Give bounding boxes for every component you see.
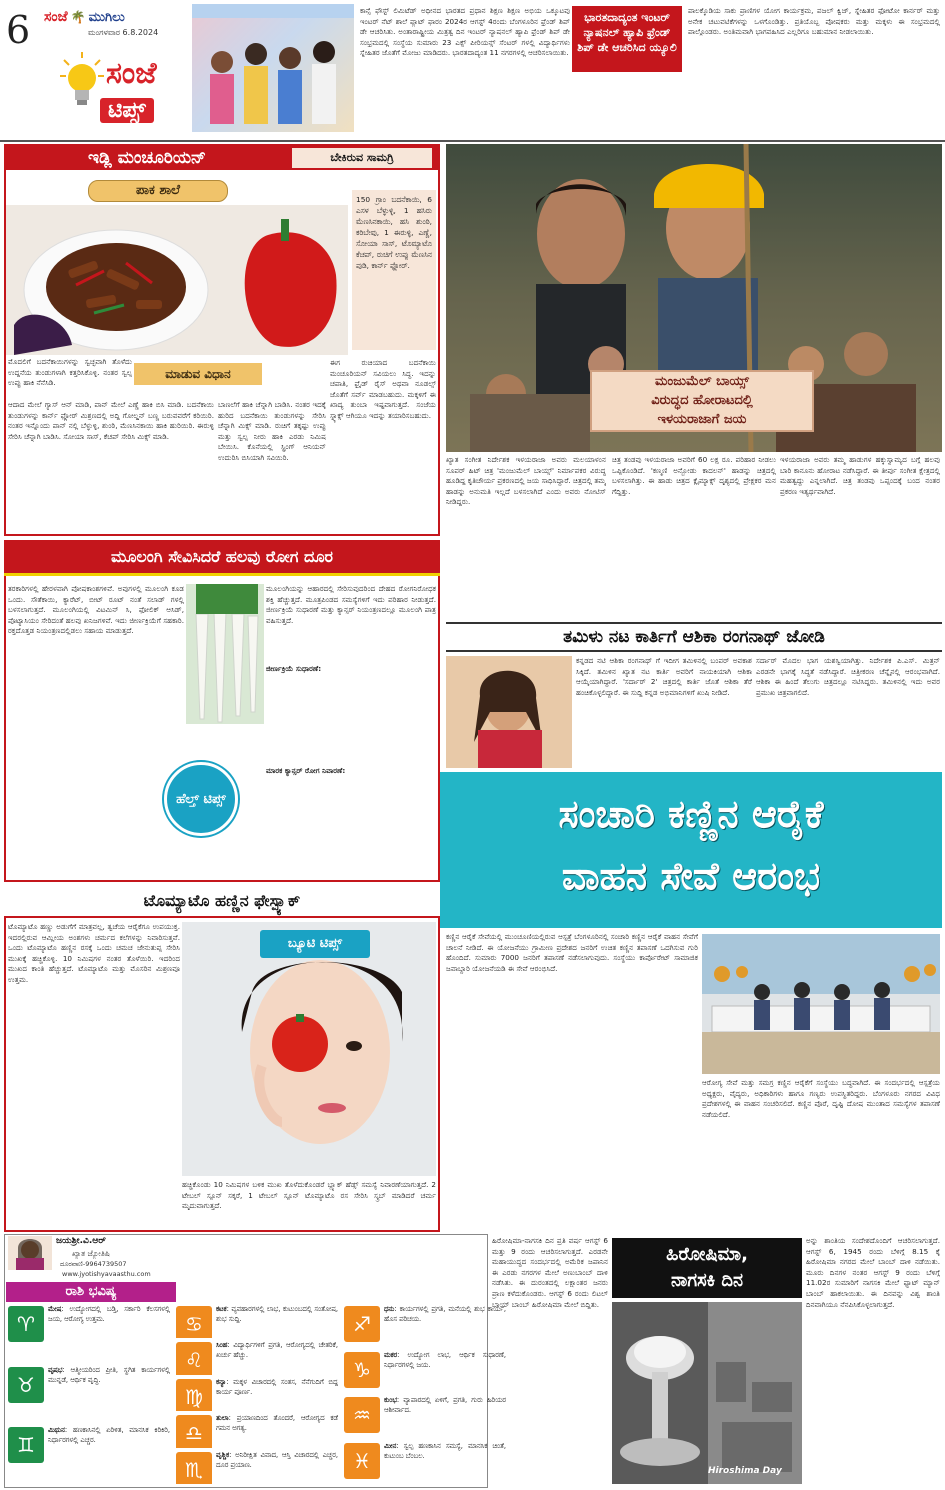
rashi-separator: :	[226, 1377, 234, 1386]
astrologer-name: ಜಯಶ್ರೀ.ವಿ.ಆರ್	[56, 1236, 106, 1246]
page-number: 6	[6, 8, 31, 52]
rashi-name: ಮಿಥುನ	[48, 1426, 65, 1435]
lightbulb-icon	[60, 52, 104, 106]
top-story-col2	[572, 76, 682, 134]
eye-care-headline-box	[440, 772, 942, 928]
rashi-separator: :	[62, 1365, 71, 1374]
zodiac-sign-icon: ♍	[176, 1379, 212, 1411]
recipe-col2: ಬಾಣಲೆಗೆ ಹಾಕಿ ಚೆನ್ನಾಗಿ ಬಾಡಿಸಿ. ನಂತರ ಇದಕ್ಕೆ ಹುರಿದ ಬದನೆಕಾಯಿ ತುಂಡುಗಳನ್ನು ಸೇರಿಸಿ ಚೆನ್ನಾಗಿ ಮಿಕ್ಸ್ ಮಾಡಿ. ರುಚಿಗೆ ತಕ್ಕಷ್ಟು ಉಪ್ಪು ಮತ್ತು ಸ್ವಲ್ಪ ನೀರು ಹಾಕಿ ಎರಡು ನಿಮಿಷ ಬೇಯಿಸಿ. ಕೊನೆಯಲ್ಲಿ ಸ್ಪ್ರಿಂಗ್ ಆನಿಯನ್ ಉದುರಿಸಿ ಬಿಸಿಯಾಗಿ ಸವಿಯಿರಿ.	[218, 400, 326, 462]
ashika-photo	[446, 656, 572, 768]
sanje-label: ಸಂಜೆ	[106, 56, 157, 91]
rashi-item	[344, 1304, 508, 1348]
radish-col2b	[266, 678, 436, 764]
rashi-item	[176, 1340, 340, 1374]
recipe-intro: ಮೊದಲಿಗೆ ಬದನೆಕಾಯಿಗಳನ್ನು ಸ್ವಚ್ಛವಾಗಿ ತೊಳೆದು ಉದ್ದನೆಯ ತುಂಡುಗಳಾಗಿ ಕತ್ತರಿಸಿಕೊಳ್ಳಿ. ನಂತರ ಸ್ವಲ್ಪ ಉಪ್ಪು ಹಾಕಿ ನೆನೆಸಿಡಿ.	[8, 357, 132, 388]
eye-care-col2: ಆರೋಗ್ಯ ಸೇವೆ ಮತ್ತು ಸಮಗ್ರ ಕಣ್ಣಿನ ಆರೈಕೆಗೆ ಸಂಸ್ಥೆಯು ಬದ್ಧವಾಗಿದೆ. ಈ ಸಂದರ್ಭದಲ್ಲಿ ಆಸ್ಪತ್ರೆಯ ಅಧ್ಯಕ್ಷರು, ವೈದ್ಯರು, ಅಧಿಕಾರಿಗಳು ಹಾಗೂ ಗಣ್ಯರು ಉಪಸ್ಥಿತರಿದ್ದರು. ಬೆಂಗಳೂರು ನಗರದ ವಿವಿಧ ಪ್ರದೇಶಗಳಲ್ಲಿ ಈ ವಾಹನ ಸಂಚರಿಸಲಿದೆ. ಕಣ್ಣಿನ ಪೊರೆ, ದೃಷ್ಟಿ ದೋಷ ಮುಂತಾದ ಸಮಸ್ಯೆಗಳ ತಪಾಸಣೆ ನಡೆಯಲಿದೆ.	[702, 1078, 940, 1119]
radish-title: ಮೂಲಂಗಿ ಸೇವಿಸಿದರೆ ಹಲವು ರೋಗ ದೂರ	[111, 546, 333, 566]
movie-col3: ಇಳಯರಾಜಾ ಅವರು ತಮ್ಮ ಹಾಡುಗಳ ಹಕ್ಕುಸ್ವಾಮ್ಯದ ಬಗ್ಗೆ ಹಲವು ಬಾರಿ ಕಾನೂನು ಹೋರಾಟ ನಡೆಸಿದ್ದಾರೆ. ಈ ತೀರ್ಪು ಸಂಗೀತ ಕ್ಷೇತ್ರದಲ್ಲಿ ಮಹತ್ವದ್ದು ಎನ್ನಲಾಗಿದೆ. ಚಿತ್ರ ತಂಡವು ಒಪ್ಪಂದಕ್ಕೆ ಬಂದ ನಂತರ ಪ್ರಕರಣ ಇತ್ಯರ್ಥವಾಗಿದೆ.	[780, 455, 940, 496]
astrologer-website: www.jyotishyavaasthu.com	[62, 1270, 151, 1278]
eye-care-headline-line1: ಸಂಚಾರಿ ಕಣ್ಣಿನ ಆರೈಕೆ	[558, 792, 824, 836]
rashi-text	[216, 1450, 338, 1484]
rashi-name: ಮೀನ	[384, 1441, 397, 1450]
rashi-text	[216, 1413, 338, 1447]
radish-col3	[8, 770, 158, 878]
zodiac-sign-icon: ♒	[344, 1397, 380, 1433]
top-story-heading-text: ಭಾರತದಾದ್ಯಂತ ಇಂಟರ್ ನ್ಯಾಷನಲ್ ಹ್ಯಾಪಿ ಫ್ರೆಂಡ್ ಶಿಪ್ ಡೇ ಆಚರಿಸಿದ ಯ್ಯೂಲಿ	[577, 11, 677, 54]
friendship-day-photo	[192, 4, 354, 132]
ingredients-heading: ಬೇಕಿರುವ ಸಾಮಗ್ರಿ	[292, 148, 432, 168]
rashi-separator: :	[228, 1414, 237, 1423]
rashi-name: ಕುಂಭ	[384, 1396, 397, 1404]
rashi-text	[384, 1350, 506, 1394]
radish-col1: ತರಕಾರಿಗಳಲ್ಲಿ ಹೇರಳವಾಗಿ ಪೋಷಕಾಂಶಗಳಿವೆ. ಅವುಗಳಲ್ಲಿ ಮೂಲಂಗಿ ಕೂಡ ಒಂದು. ಸೌತೆಕಾಯಿ, ಕ್ಯಾರೆಟ್, ಬೀಟ್ ರೂಟ್ ನಂತೆ ಸಲಾಡ್ ಗಳಲ್ಲಿ ಬಳಸಲಾಗುತ್ತದೆ. ಮೂಲಂಗಿಯಲ್ಲಿ ವಿಟಮಿನ್ ಸಿ, ಫೋಲಿಕ್ ಆಸಿಡ್, ಪೊಟ್ಯಾಸಿಯಂ ಸೇರಿದಂತೆ ಹಲವು ಖನಿಜಗಳಿವೆ. ಇದು ಜೀರ್ಣಕ್ರಿಯೆಗೆ ಸಹಕಾರಿ. ರಕ್ತದೊತ್ತಡ ನಿಯಂತ್ರಣದಲ್ಲಿಡಲು ಸಹಾಯ ಮಾಡುತ್ತದೆ.	[8, 584, 184, 636]
astrologer-phone: ದೂರವಾಣಿ-9964739507	[60, 1260, 127, 1268]
rashi-text	[384, 1441, 506, 1485]
movie-headline-line1: ಮಂಜುಮೆಲ್ ಬಾಯ್ಸ್	[655, 374, 749, 389]
digest-label: ಜೀರ್ಣಕ್ರಿಯೆ ಸುಧಾರಣೆ:	[266, 664, 322, 673]
zodiac-sign-icon: ♋	[176, 1306, 212, 1338]
rashi-name: ವೃಷಭ	[48, 1365, 63, 1374]
paper-name-sanje: ಸಂಜೆ	[44, 9, 68, 25]
radish-title-bar	[4, 540, 440, 576]
rashi-name: ವೃಶ್ಚಿಕ	[216, 1450, 230, 1459]
rashi-prediction: ವ್ಯಾಪಾರದಲ್ಲಿ ಏಳಿಗೆ, ಪ್ರಗತಿ, ಗುರು ಹಿರಿಯರ ಆಶೀರ್ವಾದ.	[384, 1396, 507, 1414]
recipe-col1: ಆದಾದ ಮೇಲೆ ಗ್ಯಾಸ್ ಆನ್ ಮಾಡಿ, ಪಾನ್ ಮೇಲೆ ಎಣ್ಣೆ ಹಾಕಿ ಬಿಸಿ ಮಾಡಿ. ಬದನೆಕಾಯಿ ತುಂಡುಗಳನ್ನು ಕಾರ್ನ್ ಫ್ಲೋರ್ ಮಿಶ್ರಣದಲ್ಲಿ ಅದ್ದಿ ಗೋಲ್ಡನ್ ಬಣ್ಣ ಬರುವವರೆಗೆ ಕರಿಯಿರಿ. ನಂತರ ಇನ್ನೊಂದು ಪಾನ್ ನಲ್ಲಿ ಬೆಳ್ಳುಳ್ಳಿ, ಶುಂಠಿ, ಮೆಣಸಿನಕಾಯಿ ಹಾಕಿ ಹುರಿಯಿರಿ. ಈರುಳ್ಳಿ ಸೇರಿಸಿ ಚೆನ್ನಾಗಿ ಬಾಡಿಸಿ. ಸೋಯಾ ಸಾಸ್, ಕೆಚಪ್ ಸೇರಿಸಿ ಮಿಕ್ಸ್ ಮಾಡಿ.	[8, 400, 214, 441]
actor-headline-bar	[446, 622, 942, 652]
cancer-label: ಮಾರಕ ಕ್ಯಾನ್ಸರ್ ರೋಗ ನಿವಾರಣೆ:	[266, 766, 346, 775]
method-heading: ಮಾಡುವ ವಿಧಾನ	[134, 363, 262, 385]
zodiac-sign-icon: ♏	[176, 1452, 212, 1484]
rashi-separator: :	[226, 1305, 232, 1313]
tips-label: ಟಿಪ್ಸ್	[100, 98, 154, 123]
top-story-heading	[572, 6, 682, 72]
zodiac-sign-icon: ♈	[8, 1306, 44, 1342]
actor-col1: ಕನ್ನಡದ ನಟಿ ಆಶಿಕಾ ರಂಗನಾಥ್ ಗೆ ಇದೀಗ ತಮಿಳಿನಲ್ಲಿ ಬಂಪರ್ ಅವಕಾಶ ಸಿಕ್ಕಿದೆ. ತಮಿಳಿನ ಖ್ಯಾತ ನಟ ಕಾರ್ತಿ ಅವರಿಗೆ ನಾಯಕಿಯಾಗಿ ಆಶಿಕಾ ಆಯ್ಕೆಯಾಗಿದ್ದಾರೆ. 'ಸರ್ದಾರ್ 2' ಚಿತ್ರದಲ್ಲಿ ಕಾರ್ತಿ ಜೊತೆ ಆಶಿಕಾ ತೆರೆ ಹಂಚಿಕೊಳ್ಳಲಿದ್ದಾರೆ. ಈ ಸುದ್ದಿ ಕನ್ನಡ ಅಭಿಮಾನಿಗಳಿಗೆ ಖುಷಿ ನೀಡಿದೆ.	[576, 656, 752, 697]
masthead	[0, 0, 190, 140]
rashi-name: ಸಿಂಹ	[216, 1341, 228, 1350]
rashi-prediction: ಸ್ವಲ್ಪ ಹಣಕಾಸಿನ ಸಮಸ್ಯೆ, ಮಾನಸಿಕ ಚಿಂತೆ, ಕುಟುಂಬ ಬೆಂಬಲ.	[384, 1441, 507, 1460]
movie-headline-line2: ವಿರುದ್ಧದ ಹೋರಾಟದಲ್ಲಿ	[651, 393, 753, 408]
rashi-text	[216, 1304, 338, 1338]
hiroshima-col1: ಹಿರೋಷಿಮಾ-ನಾಗಸಕಿ ದಿನ ಪ್ರತಿ ವರ್ಷ ಆಗಸ್ಟ್ 6 ಮತ್ತು 9 ರಂದು ಆಚರಿಸಲಾಗುತ್ತದೆ. ಎರಡನೇ ಮಹಾಯುದ್ಧದ ಸಂದರ್ಭದಲ್ಲಿ ಅಮೆರಿಕ ಜಪಾನಿನ ಈ ಎರಡು ನಗರಗಳ ಮೇಲೆ ಅಣುಬಾಂಬ್ ದಾಳಿ ನಡೆಸಿತು. ಈ ದುರಂತದಲ್ಲಿ ಲಕ್ಷಾಂತರ ಜನರು ಪ್ರಾಣ ಕಳೆದುಕೊಂಡರು. ಆಗಸ್ಟ್ 6 ರಂದು ಲಿಟಲ್ ಬಾಯ್ ಬಾಂಬ್ ಹಿರೋಷಿಮಾ ಮೇಲೆ ಬಿದ್ದಿತು.	[492, 1236, 608, 1309]
movie-headline-line3: ಇಳಯರಾಜಾಗೆ ಜಯ	[657, 412, 747, 427]
rashi-separator: :	[64, 1426, 73, 1435]
rashi-name: ಕನ್ಯಾ	[216, 1377, 227, 1386]
rashi-name: ಮೇಷ	[48, 1305, 62, 1313]
issue-date: ಮಂಗಳವಾರ 6.8.2024	[88, 28, 159, 37]
rashi-separator: :	[61, 1305, 70, 1313]
rashi-prediction: ಅನಿರೀಕ್ಷಿತ ವಿವಾದ, ಆಸ್ತಿ ವಿಚಾರದಲ್ಲಿ ಎಚ್ಚರ, ದೂರ ಪ್ರಯಾಣ.	[216, 1450, 339, 1469]
top-story-col1: ಕಾನ್ಸೆ ಫೌಸ್ಟ್ ಲಿಮಿಟೆಡ್ ಅಧೀನದ ಭಾರತದ ಪ್ರಧಾನ ಶಿಕ್ಷಣ ಶಿಕ್ಷಣ ಅಭಿಯ ಒಕ್ಕೂಟವು ಇಂಟರ್ ನೆಟ್ ಶಾಲೆ ಪ್ಲಾಟ್ ಫಾರಂ 2024ರ ಆಗಸ್ಟ್ 4ರಂದು ಬೆಂಗಳೂರಿನ ಫ್ರೆಂಡ್ ಶಿಪ್ ಡೇ ಆಚರಿಸಿತು. ಅಂತಾರಾಷ್ಟ್ರೀಯ ಮಿತ್ರತ್ವ ದಿನ ಇಂಟರ್ ನ್ಯಾಷನಲ್ ಹ್ಯಾಪಿ ಫ್ರೆಂಡ್ ಶಿಪ್ ಡೇ ಸಂಭ್ರಮದಲ್ಲಿ ಸಂಸ್ಥೆಯ ಸುಮಾರು 23 ಎಕ್ಸ್ ಪೀರಿಯನ್ಸ್ ಸೆಂಟರ್ ಗಳಲ್ಲಿ ವಿದ್ಯಾರ್ಥಿಗಳು ಸ್ನೇಹಿತರ ಜೊತೆಗೆ ಮೋಜು ಮಾಡಿದರು. ಭಾರತದಾದ್ಯಂತ 11 ನಗರಗಳಲ್ಲಿ ಆಚರಿಸಲಾಯಿತು.	[360, 6, 570, 58]
paaka-shaale-label: ಪಾಕ ಶಾಲೆ	[88, 180, 228, 202]
rashi-item	[176, 1413, 340, 1447]
zodiac-sign-icon: ♐	[344, 1306, 380, 1342]
rashi-separator: :	[396, 1396, 404, 1404]
movie-headline	[590, 370, 814, 432]
tomato-title: ಟೊಮ್ಯಾಟೊ ಹಣ್ಣಿನ ಫೇಸ್ಪ್ಯಾಕ್	[143, 891, 301, 910]
rashi-prediction: ಆತ್ಮೀಯರಿಂದ ಪ್ರೀತಿ, ಸ್ಥಗಿತ ಕಾರ್ಯಗಳಲ್ಲಿ ಮುನ್ನಡೆ, ಆರ್ಥಿಕ ವೃದ್ಧಿ.	[48, 1365, 170, 1384]
paper-name-mugilu: ಮುಗಿಲು	[88, 9, 125, 25]
zodiac-sign-icon: ♎	[176, 1415, 212, 1447]
rashi-item	[176, 1304, 340, 1338]
rashi-text	[48, 1425, 170, 1484]
rashi-name: ಮಕರ	[384, 1350, 398, 1359]
rashi-separator: :	[227, 1341, 234, 1350]
rashi-item	[176, 1377, 340, 1411]
tomato-title-bar	[4, 886, 440, 918]
rashi-separator: :	[397, 1350, 408, 1359]
health-tips-badge	[164, 762, 238, 836]
movie-col1: ಖ್ಯಾತ ಸಂಗೀತ ನಿರ್ದೇಶಕ ಇಳಯರಾಜಾ ಅವರು ಮಲಯಾಳಂನ ಸೂಪರ್ ಹಿಟ್ ಚಿತ್ರ 'ಮಂಜುಮೆಲ್ ಬಾಯ್ಸ್' ನಿರ್ಮಾಪಕರ ವಿರುದ್ಧ ಹೂಡಿದ್ದ ಕೃತಿಚೌರ್ಯ ಪ್ರಕರಣದಲ್ಲಿ ಜಯ ಸಾಧಿಸಿದ್ದಾರೆ. ಚಿತ್ರದಲ್ಲಿ ತಮ್ಮ ಹಾಡನ್ನು ಅನುಮತಿ ಇಲ್ಲದೆ ಬಳಸಲಾಗಿದೆ ಎಂದು ಅವರು ನೋಟಿಸ್ ನೀಡಿದ್ದರು.	[446, 455, 606, 507]
radish-photo	[186, 584, 264, 724]
recipe-title: ಇಡ್ಲಿ ಮಂಚೂರಿಯನ್	[88, 148, 206, 168]
rashi-text	[48, 1304, 170, 1363]
ingredients-list: 150 ಗ್ರಾಂ ಬದನೆಕಾಯಿ, 6 ಎಸಳ ಬೆಳ್ಳುಳ್ಳಿ, 1 ಹಸಿರು ಮೆಣಸಿನಕಾಯಿ, ಹಸಿ ಶುಂಠಿ, ಕರಿಬೇವು, 1 ಈರುಳ್ಳಿ, ಎಣ್ಣೆ, ಸೋಯಾ ಸಾಸ್, ಟೊಮ್ಯಾಟೊ ಕೆಚಪ್, ರುಚಿಗೆ ಉಪ್ಪು ಮೆಣಸಿನ ಪುಡಿ, ಕಾರ್ನ್ ಫ್ಲೋರ್.	[352, 190, 436, 350]
hiroshima-headline-line1: ಹಿರೋಷಿಮಾ,	[666, 1244, 748, 1265]
beauty-tips-badge: ಬ್ಯೂಟಿ ಟಿಪ್ಸ್	[260, 930, 370, 958]
rashi-item	[344, 1441, 508, 1485]
hiroshima-headline-line2: ನಾಗಸಕಿ ದಿನ	[671, 1270, 743, 1291]
rashi-prediction: ಮಕ್ಕಳ ವಿಚಾರದಲ್ಲಿ ಸಂತಸ, ನೆನೆಗುದಿಗೆ ಬಿದ್ದ ಕಾರ್ಯ ಪೂರ್ಣ.	[216, 1377, 339, 1396]
astrologer-photo	[8, 1236, 52, 1270]
movie-col2: ಚಿತ್ರ ತಂಡವು ಇಳಯರಾಜಾ ಅವರಿಗೆ 60 ಲಕ್ಷ ರೂ. ಪರಿಹಾರ ನೀಡಲು ಒಪ್ಪಿಕೊಂಡಿದೆ. 'ಕಣ್ಮಣಿ ಅನ್ಬೋಡು ಕಾದಲನ್' ಹಾಡನ್ನು ಚಿತ್ರದಲ್ಲಿ ಬಳಸಲಾಗಿತ್ತು. ಈ ಹಾಡು ಚಿತ್ರದ ಕ್ಲೈಮ್ಯಾಕ್ಸ್ ದೃಶ್ಯದಲ್ಲಿ ಪ್ರೇಕ್ಷಕರ ಮನ ಗೆದ್ದಿತ್ತು.	[612, 455, 776, 496]
divider	[0, 140, 945, 142]
rashi-item	[8, 1425, 172, 1484]
rashi-name: ತುಲಾ	[216, 1414, 229, 1423]
top-story-col3: ಪಾಲಕ್ಕೊಡಿಯ ಸಾಕು ಪ್ರಾಣಿಗಳ ಯೋಗ ಕಾರ್ಯಕ್ರಮ, ಪಜಲ್ ಕ್ವಿಜ್, ಸ್ನೇಹಿತರ ಫೋಟೋ ಕಾರ್ನರ್ ಮತ್ತು ಅನೇಕ ಚಟುವಟಿಕೆಗಳನ್ನು ಒಳಗೊಂಡಿತ್ತು. ಪ್ರತಿಯೊಬ್ಬ ಪೋಷಕರು ಮತ್ತು ಮಕ್ಕಳು ಈ ಸಂಭ್ರಮದಲ್ಲಿ ಪಾಲ್ಗೊಂಡರು. ಅಂತಿಮವಾಗಿ ಭಾಗವಹಿಸಿದ ಎಲ್ಲರಿಗೂ ಬಹುಮಾನ ನೀಡಲಾಯಿತು.	[688, 6, 940, 37]
rashi-item	[176, 1450, 340, 1484]
eye-care-event-photo	[702, 934, 940, 1074]
rashi-prediction: ಉದ್ಯೋಗ ಲಾಭ, ಆರ್ಥಿಕ ಸುಧಾರಣೆ, ನಿರ್ಧಾರಗಳಲ್ಲಿ ಜಯ.	[384, 1350, 506, 1369]
radish-col2: ಮೂಲಂಗಿಯನ್ನು ಆಹಾರದಲ್ಲಿ ಸೇರಿಸುವುದರಿಂದ ದೇಹದ ರೋಗನಿರೋಧಕ ಶಕ್ತಿ ಹೆಚ್ಚುತ್ತದೆ. ಮೂತ್ರಪಿಂಡದ ಸಮಸ್ಯೆಗಳಿಗೆ ಇದು ಪರಿಹಾರ ನೀಡುತ್ತದೆ. ಜೀರ್ಣಕ್ರಿಯೆ ಸುಧಾರಣೆ ಮತ್ತು ಕ್ಯಾನ್ಸರ್ ನಿಯಂತ್ರಣದಲ್ಲೂ ಮೂಲಂಗಿ ಪಾತ್ರ ವಹಿಸುತ್ತದೆ.	[266, 584, 436, 625]
rashi-item	[8, 1304, 172, 1363]
rashi-separator: :	[229, 1450, 236, 1459]
rashi-prediction: ವಿದ್ಯಾರ್ಥಿಗಳಿಗೆ ಪ್ರಗತಿ, ಆರೋಗ್ಯದಲ್ಲಿ ಚೇತರಿಕೆ, ಖರ್ಚು ಹೆಚ್ಚು.	[216, 1341, 338, 1360]
rashi-name: ಕಟಕ	[216, 1305, 227, 1313]
health-tips-text: ಹೆಲ್ತ್ ಟಿಪ್ಸ್	[176, 791, 226, 807]
tomato-model-photo	[182, 922, 436, 1176]
recipe-col3: ಈಗ ರುಚಿಯಾದ ಬದನೆಕಾಯಿ ಮಂಚೂರಿಯನ್ ಸವಿಯಲು ಸಿದ್ಧ. ಇದನ್ನು ಚಪಾತಿ, ಫ್ರೈಡ್ ರೈಸ್ ಅಥವಾ ನೂಡಲ್ಸ್ ಜೊತೆಗೆ ಸರ್ವ್ ಮಾಡಬಹುದು. ಮಕ್ಕಳಿಗೆ ಈ ಖಾದ್ಯ ತುಂಬಾ ಇಷ್ಟವಾಗುತ್ತದೆ. ಸಂಜೆಯ ಸ್ನ್ಯಾಕ್ಸ್ ಆಗಿಯೂ ಇದನ್ನು ತಯಾರಿಸಬಹುದು.	[330, 358, 436, 420]
rashi-text	[216, 1340, 338, 1374]
rashi-text	[48, 1365, 170, 1424]
hiroshima-photo	[612, 1302, 802, 1484]
rashi-separator: :	[394, 1305, 400, 1313]
rashi-name: ಧನು	[384, 1305, 395, 1313]
rashi-text	[216, 1377, 338, 1411]
rashi-separator: :	[396, 1441, 404, 1450]
tomato-col2: ಹಚ್ಚಿಕೊಂಡು 10 ನಿಮಿಷಗಳ ಬಳಿಕ ಮುಖ ತೊಳೆದುಕೊಂಡರೆ ಬ್ಲ್ಯಾಕ್ ಹೆಡ್ಸ್ ಸಮಸ್ಯೆ ನಿವಾರಣೆಯಾಗುತ್ತದೆ. 2 ಟೇಬಲ್ ಸ್ಪೂನ್ ಸಕ್ಕರೆ, 1 ಟೇಬಲ್ ಸ್ಪೂನ್ ಟೊಮ್ಯಾಟೊ ರಸ ಸೇರಿಸಿ ಸ್ಕ್ರಬ್ ಮಾಡಿದರೆ ಚರ್ಮ ಮೃದುವಾಗುತ್ತದೆ.	[182, 1180, 436, 1211]
actor-col2: ಸರ್ದಾರ್ ಮೊದಲ ಭಾಗ ಯಶಸ್ವಿಯಾಗಿತ್ತು. ನಿರ್ದೇಶಕ ಪಿ.ಎಸ್. ಮಿತ್ರನ್ ಎರಡನೇ ಭಾಗಕ್ಕೆ ಸಿದ್ಧತೆ ನಡೆಸಿದ್ದಾರೆ. ಚಿತ್ರೀಕರಣ ಚೆನ್ನೈನಲ್ಲಿ ಆರಂಭವಾಗಿದೆ. ಆಶಿಕಾ ಈ ಹಿಂದೆ ತೆಲುಗು ಚಿತ್ರದಲ್ಲೂ ನಟಿಸಿದ್ದರು. ತಮಿಳಿನಲ್ಲಿ ಇದು ಅವರ ಪ್ರಮುಖ ಚಿತ್ರವಾಗಲಿದೆ.	[756, 656, 940, 697]
palm-icon: 🌴	[70, 10, 86, 24]
zodiac-sign-icon: ♊	[8, 1427, 44, 1463]
rashi-bhavishya-title: ರಾಶಿ ಭವಿಷ್ಯ	[6, 1282, 176, 1302]
rashi-text	[384, 1304, 506, 1348]
hiroshima-headline	[612, 1238, 802, 1298]
rashi-text	[384, 1395, 506, 1439]
rashi-prediction: ಪ್ರಯಾಣದಿಂದ ತೊಂದರೆ, ಆರೋಗ್ಯದ ಕಡೆ ಗಮನ ಅಗತ್ಯ.	[216, 1414, 339, 1433]
rashi-item	[8, 1365, 172, 1424]
eye-care-col1: ಕಣ್ಣಿನ ಆರೈಕೆ ಸೇವೆಯಲ್ಲಿ ಮುಂಚೂಣಿಯಲ್ಲಿರುವ ಆಸ್ಪತ್ರೆ ಬೆಂಗಳೂರಿನಲ್ಲಿ ಸಂಚಾರಿ ಕಣ್ಣಿನ ಆರೈಕೆ ವಾಹನ ಸೇವೆಗೆ ಚಾಲನೆ ನೀಡಿದೆ. ಈ ಯೋಜನೆಯು ಗ್ರಾಮೀಣ ಪ್ರದೇಶದ ಜನರಿಗೆ ಉಚಿತ ಕಣ್ಣಿನ ತಪಾಸಣೆ ಒದಗಿಸುವ ಗುರಿ ಹೊಂದಿದೆ. ಸುಮಾರು 7000 ಜನರಿಗೆ ತಪಾಸಣೆ ನಡೆಸಲಾಗುವುದು. ಸಂಸ್ಥೆಯು ಕಾರ್ಪೊರೇಟ್ ಸಾಮಾಜಿಕ ಜವಾಬ್ದಾರಿ ಯೋಜನೆಯಡಿ ಈ ಸೇವೆ ಆರಂಭಿಸಿದೆ.	[446, 932, 698, 973]
paper-name	[44, 8, 190, 26]
zodiac-sign-icon: ♑	[344, 1352, 380, 1388]
radish-col4	[244, 780, 436, 878]
rashi-prediction: ವ್ಯವಹಾರಗಳಲ್ಲಿ ಲಾಭ, ಕುಟುಂಬದಲ್ಲಿ ಸಂತೋಷ, ಶುಭ ಸುದ್ದಿ.	[216, 1305, 339, 1323]
tomato-col1: ಟೊಮ್ಯಾಟೊ ಹಣ್ಣು ಅಡುಗೆಗೆ ಮಾತ್ರವಲ್ಲ, ತ್ವಚೆಯ ಆರೈಕೆಗೂ ಉಪಯುಕ್ತ. ಇದರಲ್ಲಿರುವ ಆಮ್ಲೀಯ ಅಂಶಗಳು ಚರ್ಮದ ಕಲೆಗಳನ್ನು ನಿವಾರಿಸುತ್ತವೆ. ಒಂದು ಟೊಮ್ಯಾಟೊ ಹಣ್ಣಿನ ರಸಕ್ಕೆ ಒಂದು ಚಮಚ ಜೇನುತುಪ್ಪ ಸೇರಿಸಿ ಮುಖಕ್ಕೆ ಹಚ್ಚಿಕೊಳ್ಳಿ. 10 ನಿಮಿಷಗಳ ನಂತರ ತೊಳೆಯಿರಿ. ಇದರಿಂದ ಮುಖದ ಕಾಂತಿ ಹೆಚ್ಚುತ್ತದೆ. ಟೊಮ್ಯಾಟೊ ಮತ್ತು ಮೊಸರಿನ ಮಿಶ್ರಣವೂ ಉತ್ತಮ.	[8, 922, 180, 984]
rashi-prediction: ಕಾರ್ಯಗಳಲ್ಲಿ ಪ್ರಗತಿ, ಮನೆಯಲ್ಲಿ ಶುಭ ಕಾರ್ಯ, ಹೊಸ ಪರಿಚಯ.	[384, 1305, 506, 1323]
rashi-item	[344, 1350, 508, 1394]
manchurian-photo	[6, 205, 348, 355]
zodiac-sign-icon: ♓	[344, 1443, 380, 1479]
actor-headline: ತಮಿಳು ನಟ ಕಾರ್ತಿಗೆ ಆಶಿಕಾ ರಂಗನಾಥ್ ಜೋಡಿ	[563, 627, 825, 647]
rashi-item	[344, 1395, 508, 1439]
eye-care-headline-line2: ವಾಹನ ಸೇವೆ ಆರಂಭ	[561, 854, 821, 898]
rashi-prediction: ಹಣಕಾಸಿನಲ್ಲಿ ಏರಿಳಿತ, ಮಾನಸಿಕ ಕಿರಿಕಿರಿ, ನಿರ್ಧಾರಗಳಲ್ಲಿ ಎಚ್ಚರ.	[48, 1426, 170, 1445]
astrologer-title: ಖ್ಯಾತ ಜ್ಯೋತಿಷಿ	[72, 1249, 110, 1258]
rashi-prediction: ಉದ್ಯೋಗದಲ್ಲಿ ಬಡ್ತಿ, ಸರ್ಕಾರಿ ಕೆಲಸಗಳಲ್ಲಿ ಜಯ, ಆರೋಗ್ಯ ಉತ್ತಮ.	[48, 1305, 171, 1323]
hiroshima-col2: ಅನ್ನು ಶಾಂತಿಯ ಸಂದೇಶದೊಂದಿಗೆ ಆಚರಿಸಲಾಗುತ್ತದೆ. ಆಗಸ್ಟ್ 6, 1945 ರಂದು ಬೆಳಿಗ್ಗೆ 8.15 ಕ್ಕೆ ಹಿರೋಷಿಮಾ ನಗರದ ಮೇಲೆ ಬಾಂಬ್ ದಾಳಿ ನಡೆಯಿತು. ಮೂರು ದಿನಗಳ ನಂತರ ಆಗಸ್ಟ್ 9 ರಂದು ಬೆಳಿಗ್ಗೆ 11.02ರ ಸುಮಾರಿಗೆ ನಾಗಸಕಿ ಮೇಲೆ ಫ್ಯಾಟ್ ಮ್ಯಾನ್ ಬಾಂಬ್ ಹಾಕಲಾಯಿತು. ಈ ದಿನವನ್ನು ವಿಶ್ವ ಶಾಂತಿ ದಿನವಾಗಿಯೂ ನೆನಪಿಸಿಕೊಳ್ಳಲಾಗುತ್ತದೆ.	[806, 1236, 940, 1309]
zodiac-sign-icon: ♌	[176, 1342, 212, 1374]
zodiac-sign-icon: ♉	[8, 1367, 44, 1403]
hiroshima-image-caption: Hiroshima Day	[708, 1466, 782, 1476]
